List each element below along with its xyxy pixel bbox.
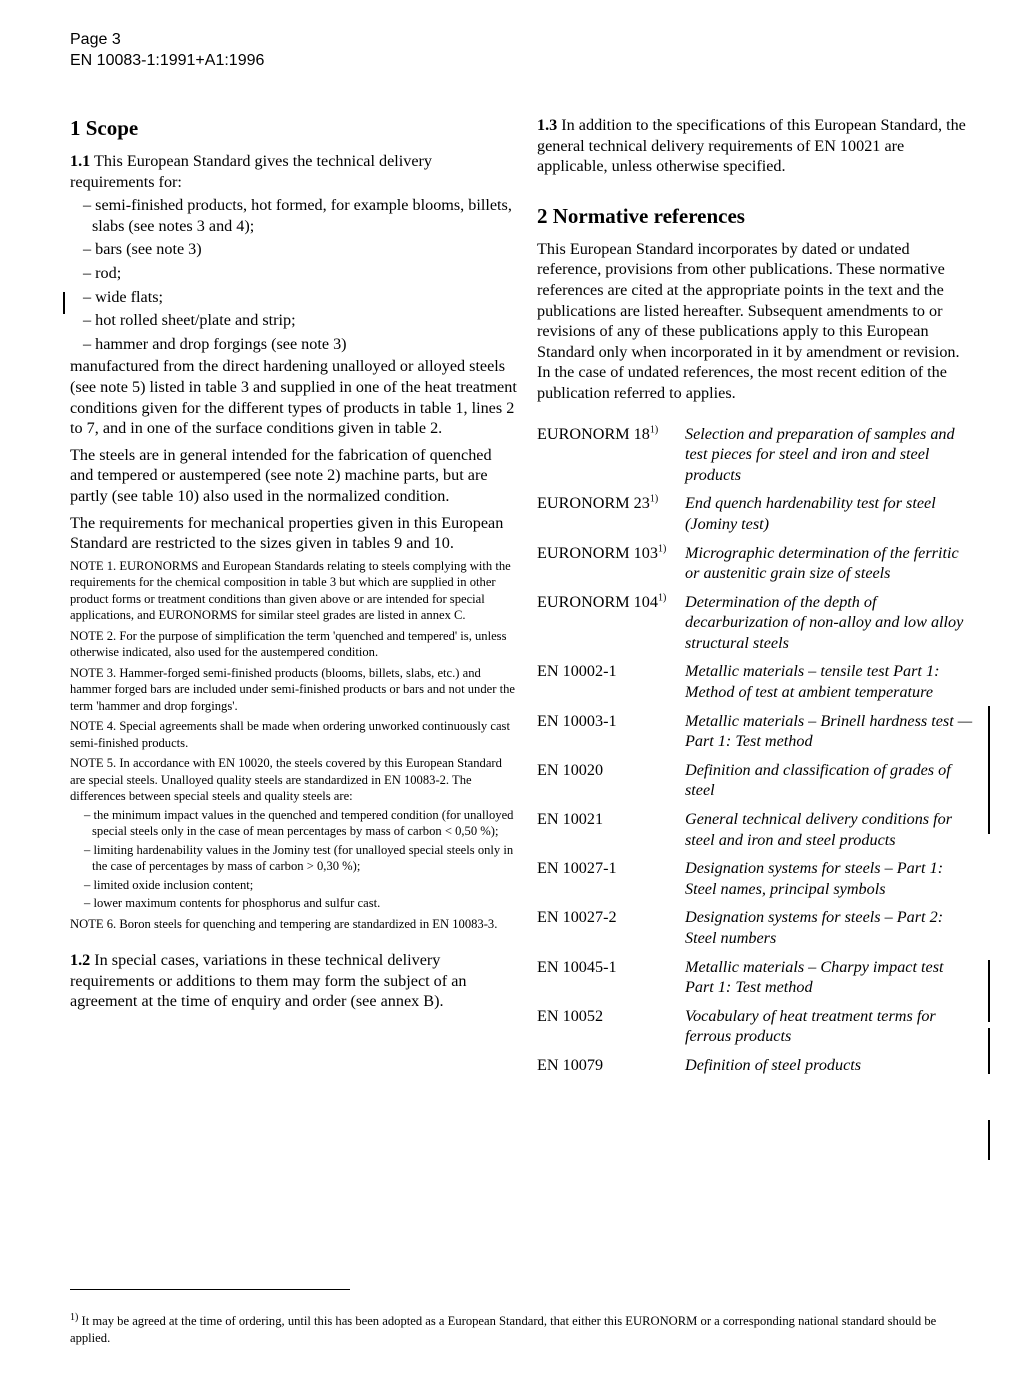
reference-title: General technical delivery conditions for steel and iron and steel products bbox=[685, 810, 953, 849]
reference-row bbox=[537, 1006, 975, 1047]
reference-code-text: EN 10045-1 bbox=[537, 957, 617, 976]
paragraph: manufactured from the direct hardening unalloyed or alloyed steels (see note 5) listed in table 3 and supplied in one of the heat treatment conditions given for the different types of products in table 1, lines 2 to 7, and in one of the surface conditions given in table 2. bbox=[70, 357, 517, 438]
product-list bbox=[70, 195, 518, 354]
clause-1-1 bbox=[70, 151, 518, 192]
reference-code bbox=[537, 858, 685, 899]
reference-code-text: EURONORM 104 bbox=[537, 592, 658, 611]
scope-heading: 1 Scope bbox=[70, 116, 139, 140]
reference-title: Metallic materials – Charpy impact test Part 1: Test method bbox=[685, 957, 944, 997]
normative-references-heading: 2 Normative references bbox=[537, 203, 745, 228]
reference-row bbox=[537, 493, 975, 534]
reference-title: Metallic materials – Brinell hardness test — Part 1: Test method bbox=[685, 711, 973, 751]
reference-code bbox=[537, 957, 685, 998]
reference-title: Vocabulary of heat treatment terms for ferrous products bbox=[685, 1006, 936, 1046]
change-bar bbox=[988, 960, 990, 1022]
reference-title: End quench hardenability test for steel (Jominy test) bbox=[685, 494, 936, 533]
reference-code-text: EN 10079 bbox=[537, 1055, 604, 1074]
note: NOTE 3. Hammer-forged semi-finished products (blooms, billets, slabs, etc.) and hammer forged bars are included under semi-finished products or bars and not under the term 'hammer and drop forgings'. bbox=[70, 665, 515, 713]
reference-code-text: EN 10003-1 bbox=[537, 711, 617, 730]
paragraph: This European Standard incorporates by dated or undated reference, provisions from other publications. These normative references are cited at the appropriate points in the text and the publications are listed hereafter. Subsequent amendments to or revisions of any of these publications apply to this European Standard only when incorporated in it by amendment or revision. In the case of undated references, the most recent edition of the publication referred to applies. bbox=[537, 239, 960, 402]
note-list-item: – limiting hardenability values in the Jominy test (for unalloyed special steels only in the case of percentages by mass of carbon > 0,30 %); bbox=[84, 842, 514, 874]
reference-row bbox=[537, 1055, 975, 1076]
reference-row bbox=[537, 858, 975, 899]
change-bar bbox=[988, 706, 990, 834]
page-number: Page 3 bbox=[70, 31, 121, 48]
list-item: – bars (see note 3) bbox=[83, 240, 202, 259]
list-item: – wide flats; bbox=[83, 287, 164, 306]
reference-row bbox=[537, 957, 975, 998]
footnote-rule bbox=[70, 1289, 350, 1290]
note: NOTE 1. EURONORMS and European Standards relating to steels complying with the requirements for the chemical composition in table 3 but which are supplied in other product forms or treatment conditions than given above or are intended for special applications, and EURONORMS for similar steel grades are listed in annex C. bbox=[70, 558, 511, 623]
note-list-item: – the minimum impact values in the quenched and tempered condition (for unalloyed special steels only in the case of mean percentages by mass of carbon < 0,50 %); bbox=[84, 807, 514, 839]
clause-1-2 bbox=[70, 950, 518, 1012]
list-item: – semi-finished products, hot formed, for example blooms, billets, slabs (see notes 3 and 4); bbox=[83, 196, 512, 235]
clause-1-3 bbox=[537, 115, 975, 177]
reference-row bbox=[537, 809, 975, 850]
reference-code bbox=[537, 661, 685, 702]
reference-title: Designation systems for steels – Part 1: Steel names, principal symbols bbox=[685, 859, 944, 898]
reference-code bbox=[537, 543, 685, 584]
reference-code bbox=[537, 592, 685, 654]
reference-code bbox=[537, 493, 685, 534]
clause-number: 1.3 bbox=[537, 116, 558, 134]
note: NOTE 4. Special agreements shall be made when ordering unworked continuously cast semi-finished products. bbox=[70, 719, 510, 750]
footnote-text: It may be agreed at the time of ordering, until this has been adopted as a European Standard, that either this EURONORM or a corresponding national standard should be applied. bbox=[70, 1314, 937, 1345]
reference-title: Definition of steel products bbox=[685, 1055, 862, 1074]
right-column bbox=[537, 115, 975, 1084]
change-bar bbox=[988, 1028, 990, 1074]
clause-number: 1.1 bbox=[70, 152, 91, 170]
footnote bbox=[70, 1313, 940, 1347]
footnote-marker: 1) bbox=[70, 1311, 79, 1323]
list-item: – rod; bbox=[83, 263, 122, 282]
list-item: – hammer and drop forgings (see note 3) bbox=[83, 334, 347, 353]
footnote-marker: 1) bbox=[649, 493, 659, 505]
reference-code-text: EURONORM 18 bbox=[537, 424, 650, 443]
reference-row bbox=[537, 711, 975, 752]
notes bbox=[70, 558, 518, 933]
reference-code bbox=[537, 760, 685, 801]
list-item: – hot rolled sheet/plate and strip; bbox=[83, 311, 296, 330]
reference-code bbox=[537, 1055, 685, 1076]
reference-code-text: EN 10027-1 bbox=[537, 859, 617, 878]
reference-code bbox=[537, 809, 685, 850]
note-list-item: – limited oxide inclusion content; bbox=[84, 877, 254, 892]
paragraph: The steels are in general intended for the fabrication of quenched and tempered or austempered (see note 2) machine parts, but are partly (see table 10) also used in the normalized condition. bbox=[70, 445, 492, 505]
document-id: EN 10083-1:1991+A1:1996 bbox=[70, 52, 265, 69]
reference-row bbox=[537, 424, 975, 486]
note: NOTE 6. Boron steels for quenching and tempering are standardized in EN 10083-3. bbox=[70, 916, 498, 931]
reference-row bbox=[537, 543, 975, 584]
reference-code bbox=[537, 424, 685, 486]
clause-text: In addition to the specifications of this European Standard, the general technical delivery requirements of EN 10021 are applicable, unless otherwise specified. bbox=[537, 116, 966, 176]
reference-code bbox=[537, 907, 685, 948]
clause-text: In special cases, variations in these technical delivery requirements or additions to them may form the subject of an agreement at the time of enquiry and order (see annex B). bbox=[70, 951, 467, 1011]
clause-number: 1.2 bbox=[70, 951, 91, 970]
reference-code bbox=[537, 1006, 685, 1047]
reference-title: Designation systems for steels – Part 2: Steel numbers bbox=[685, 908, 944, 947]
clause-text: This European Standard gives the technical delivery requirements for: bbox=[70, 152, 433, 191]
reference-row bbox=[537, 760, 975, 801]
reference-code-text: EN 10052 bbox=[537, 1006, 604, 1025]
reference-title: Definition and classification of grades of steel bbox=[685, 760, 951, 800]
reference-code-text: EURONORM 23 bbox=[537, 494, 650, 513]
reference-code bbox=[537, 711, 685, 752]
note: NOTE 5. In accordance with EN 10020, the steels covered by this European Standard are special steels. Unalloyed quality steels are standardized in EN 10083-2. The differences between special steels and quality steels are: bbox=[70, 756, 502, 804]
footnote-marker: 1) bbox=[657, 592, 667, 604]
reference-title: Metallic materials – tensile test Part 1: Method of test at ambient temperature bbox=[685, 662, 940, 702]
reference-title: Determination of the depth of decarburization of non-alloy and low alloy structural steels bbox=[685, 592, 964, 652]
reference-code-text: EN 10020 bbox=[537, 760, 604, 779]
reference-code-text: EN 10027-2 bbox=[537, 908, 617, 927]
footnote-marker: 1) bbox=[657, 543, 667, 555]
reference-title: Selection and preparation of samples and test pieces for steel and iron and steel products bbox=[685, 424, 955, 484]
note-list-item: – lower maximum contents for phosphorus and sulfur cast. bbox=[84, 896, 381, 911]
page-header bbox=[70, 29, 264, 71]
footnote-marker: 1) bbox=[649, 424, 659, 436]
reference-code-text: EURONORM 103 bbox=[537, 543, 658, 562]
reference-code-text: EN 10021 bbox=[537, 810, 604, 829]
left-column bbox=[70, 115, 518, 1012]
reference-title: Micrographic determination of the ferritic or austenitic grain size of steels bbox=[685, 543, 959, 583]
reference-row bbox=[537, 907, 975, 948]
reference-list bbox=[537, 424, 975, 1076]
reference-row bbox=[537, 661, 975, 702]
change-bar bbox=[988, 1120, 990, 1160]
reference-code-text: EN 10002-1 bbox=[537, 662, 617, 681]
reference-row bbox=[537, 592, 975, 654]
note: NOTE 2. For the purpose of simplification the term 'quenched and tempered' is, unless otherwise indicated, also used for the austempered condition. bbox=[70, 628, 507, 660]
paragraph: The requirements for mechanical properties given in this European Standard are restricted to the sizes given in tables 9 and 10. bbox=[70, 513, 504, 553]
change-bar bbox=[63, 292, 65, 314]
